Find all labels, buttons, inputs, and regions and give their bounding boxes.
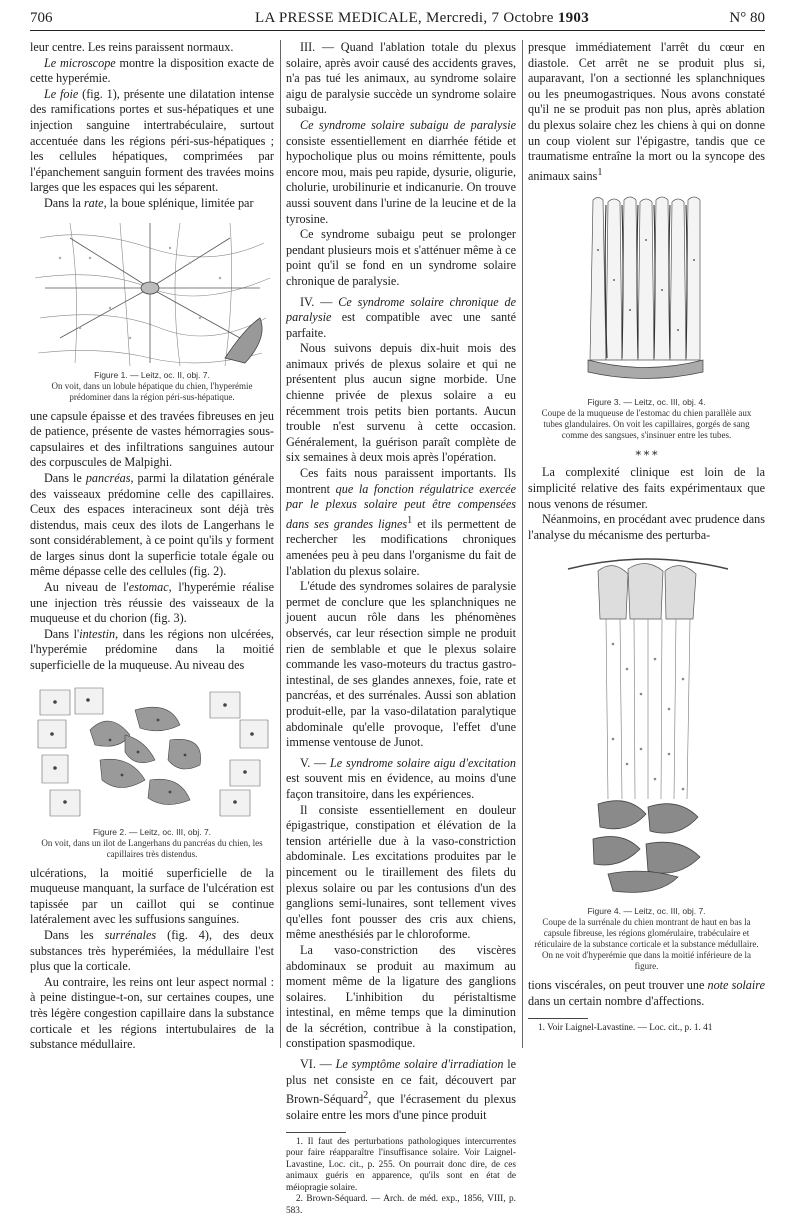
paragraph: L'étude des syndromes solaires de paralysie permet de conclure que les splanchniques ne jouent aucun rôle dans les phénomènes observés, car leur résection simple ne produit rien de semblable et que le plexus solaire commande les vaso-moteurs du tractus gastro-intestinal, de ses glandes annexes, foie, rate et pancréas, et des surrénales. Aussi son ablation produit-elle, par la vaso-dilatation paralytique abdominale qu'elle provoque, l'effet d'une immense ventouse de Junot. xyxy=(286,579,516,750)
column-1 xyxy=(30,40,274,1053)
figure-4-caption: Figure 4. — Leitz, oc. III, obj. 7. Coupe de la surrénale du chien montrant de haut en bas la capsule fibreuse, les régions glomérulaire, trabéculaire et réticulaire de la substance corticale et la substance médullaire. On ne voit d'hyperémie que dans la moitié inférieure de la figure. xyxy=(534,906,759,972)
journal-title: LA PRESSE MEDICALE, Mercredi, 7 Octobre 1903 xyxy=(255,10,590,26)
section-heading-v: V. — Le syndrome solaire aigu d'excitation est souvent mis en évidence, au moins d'une façon transitoire, dans les expériences. xyxy=(286,755,516,801)
figure-1 xyxy=(30,218,274,403)
column-3 xyxy=(528,40,765,1034)
footnote: 2. Brown-Séquard. — Arch. de méd. exp., 1856, VIII, p. 583. xyxy=(286,1194,516,1216)
footnote: 1. Voir Laignel-Lavastine. — Loc. cit., p. 1. 41 xyxy=(538,1022,713,1033)
page-number: 706 xyxy=(30,10,53,26)
page-header xyxy=(30,8,765,31)
section-separator: ⁎ ⁎ ⁎ xyxy=(635,446,658,459)
paragraph: Ces faits nous paraissent importants. Ils montrent que la fonction régulatrice exercée par le plexus solaire peut être compensées dans ses grandes lignes$^1$ et ils permettent de rechercher les modifications chroniques amenées peu à peu dans l'organisme du fait de l'ablation du plexus solaire. xyxy=(286,466,516,578)
paragraph: La complexité clinique est loin de la simplicité relative des faits expérimentaux que nous venons de résumer. xyxy=(528,465,765,511)
paragraph: Le microscope montre la disposition exacte de cette hyperémie. xyxy=(30,55,275,86)
paragraph: Au contraire, les reins ont leur aspect normal : à peine distingue-t-on, sur certaines coupes, une très légère congestion capillaire dans la substance corticale et les régions intertubulaires de la substance médullaire. xyxy=(30,974,274,1052)
paragraph: tions viscérales, on peut trouver une note solaire dans un certain nombre d'affections. xyxy=(528,978,765,1008)
section-heading-iv: IV. — Ce syndrome solaire chronique de paralysie est compatible avec une santé parfaite. xyxy=(286,294,516,340)
issue-number: N° 80 xyxy=(729,10,765,26)
paragraph: Ce syndrome subaigu peut se prolonger pendant plusieurs mois et s'atténuer même à ce point qu'il se fond en un syndrome solaire chronique de paralysie. xyxy=(286,227,516,288)
paragraph: Néanmoins, en procédant avec prudence dans l'analyse du mécanisme des perturba- xyxy=(528,512,765,542)
paragraph: une capsule épaisse et des travées fibreuses en jeu de patience, présente de vastes hémorragies sous-capsulaires et des infiltrations sanguines autour des corpuscules de Malpighi. xyxy=(30,408,274,470)
figure-2-caption: Figure 2. — Leitz, oc. III, obj. 7. On voit, dans un ilot de Langerhans du pancréas du chien, les capillaires très distendus. xyxy=(41,826,263,859)
paragraph: leur centre. Les reins paraissent normaux. xyxy=(30,40,234,54)
paragraph: III. — Quand l'ablation totale du plexus solaire, après avoir causé des accidents graves, n'a pas tué les animaux, au syndrome solaire aigu de paralysie succède un syndrome solaire subaigu. xyxy=(286,40,516,117)
footnote: 1. Il faut des perturbations pathologiques intercurrentes pour faire réapparaître l'insuffisance solaire. Voir Laignel-Lavastine, Loc. cit., p. 255. On pourrait donc dire, de ces animaux guéris en apparence, qu'ils sont en état de méiopragie solaire. xyxy=(286,1136,516,1193)
figure-1-caption: Figure 1. — Leitz, oc. II, obj. 7. On voit, dans un lobule hépatique du chien, l'hyperémie prédominer dans la région péri-sus-hépatique. xyxy=(51,369,253,402)
paragraph: Il consiste essentiellement en douleur épigastrique, constipation et élévation de la tension artérielle due à la vaso-constriction abdominale. Les excitations produites par le pincement ou le tiraillement des filets du plexus solaire ou par les contusions d'un des ganglions semi-lunaires, sont tellement vives qu'elles font pousser des cris aux chiens, même anesthésiés par le chloroforme. xyxy=(286,802,516,942)
figure-2 xyxy=(30,680,274,860)
paragraph: Dans les surrénales (fig. 4), des deux substances très hyperémiées, la médullaire l'est plus que la corticale. xyxy=(30,928,274,974)
figure-3-caption: Figure 3. — Leitz, oc. III, obj. 4. Coupe de la muqueuse de l'estomac du chien parallèle aux tubes glandulaires. On voit les capillaires, gorgés de sang comme des sangsues, s'insinuer entre les tubes. xyxy=(541,397,752,441)
paragraph: La vaso-constriction des viscères abdominaux se produit au maximum au moment même de la ligature des ganglions solaires. L'inhibition du péristaltisme intestinal, en même temps que la diminution de la sécrétion, contribue à la constipation, constipation spasmodique. xyxy=(286,942,516,1051)
column-rule xyxy=(280,40,281,1048)
figure-3 xyxy=(528,190,765,441)
figure-4 xyxy=(528,549,765,972)
figure-3-illustration xyxy=(528,190,765,395)
column-2 xyxy=(286,40,516,1217)
paragraph: Au niveau de l'estomac, l'hyperémie réalise une injection très réussie des vaisseaux de la muqueuse et du chorion (fig. 3). xyxy=(30,580,274,626)
figure-2-illustration xyxy=(30,680,274,825)
paragraph: Nous suivons depuis dix-huit mois des animaux privés de plexus solaire et qui ne présentent plus aucun signe morbide. Une chienne privée de plexus solaire a eu récemment trois petits bien portants. Aucun trouble n'est survenu à cette occasion. Généralement, la guérison paraît complète de six semaines à deux mois après l'opération. xyxy=(286,341,516,465)
paragraph: Le foie (fig. 1), présente une dilatation intense des ramifications portes et sus-hépatiques et une injection sanguine intertrabéculaire, surtout accentuée dans les régions péri-sus-hépatiques ; les cellules hépatiques, comprimées par l'épanchement sanguin forment des travées moins larges que les espaces qui les séparent. xyxy=(30,86,274,195)
paragraph: Dans le pancréas, parmi la dilatation générale des vaisseaux prédomine celle des capillaires. Ceux des espaces interacineux sont déjà très distendus, mais ceux des ilots de Langerhans le sont considérablement, à ce point qu'ils y forment de larges sinus dont la superficie totale égale ou même dépasse celle des cellules (fig. 2). xyxy=(30,470,274,579)
paragraph: Dans l'intestin, dans les régions non ulcérées, l'hyperémie prédomine dans la moitié superficielle de la muqueuse. Au niveau des xyxy=(30,626,274,673)
figure-4-illustration xyxy=(528,549,765,904)
paragraph: Dans la rate, la boue splénique, limitée par xyxy=(44,195,254,210)
paragraph: Ce syndrome solaire subaigu de paralysie consiste essentiellement en diarrhée fétide et hypocholique plus ou moins rémittente, pouls encore mou, mais peu rapide, dysurie, oligurie, cholurie, urobilinurie et indicanurie. On trouve aussi souvent dans l'urine de la leucine et de la tyrosine. xyxy=(286,117,516,226)
figure-1-illustration xyxy=(30,218,274,368)
column-rule xyxy=(522,40,523,1048)
paragraph: ulcérations, la moitié superficielle de la muqueuse manquant, la surface de l'ulcération est tapissée par un caillot qui se continue latéralement avec les suffusions sanguines. xyxy=(30,865,274,927)
footnote-rule xyxy=(286,1132,346,1133)
footnote-rule xyxy=(528,1018,588,1019)
paragraph: presque immédiatement l'arrêt du cœur en diastole. Cet arrêt ne se produit plus si, auparavant, l'on a sectionné les splanchniques ou les pneumogastriques. Nous avons constaté qu'il ne se produit pas non plus, après ablation du plexus solaire chez les chiens à qui on donne un coup violent sur l'épigastre, tandis que ce traumatisme entraîne la mort ou la syncope des animaux sains$^1$ xyxy=(528,40,765,183)
section-heading-vi: VI. — Le symptôme solaire d'irradiation le plus net consiste en ce fait, découvert par Brown-Séquard$^2$, que l'écrasement du plexus solaire entre les mors d'une pince produit xyxy=(286,1057,516,1122)
